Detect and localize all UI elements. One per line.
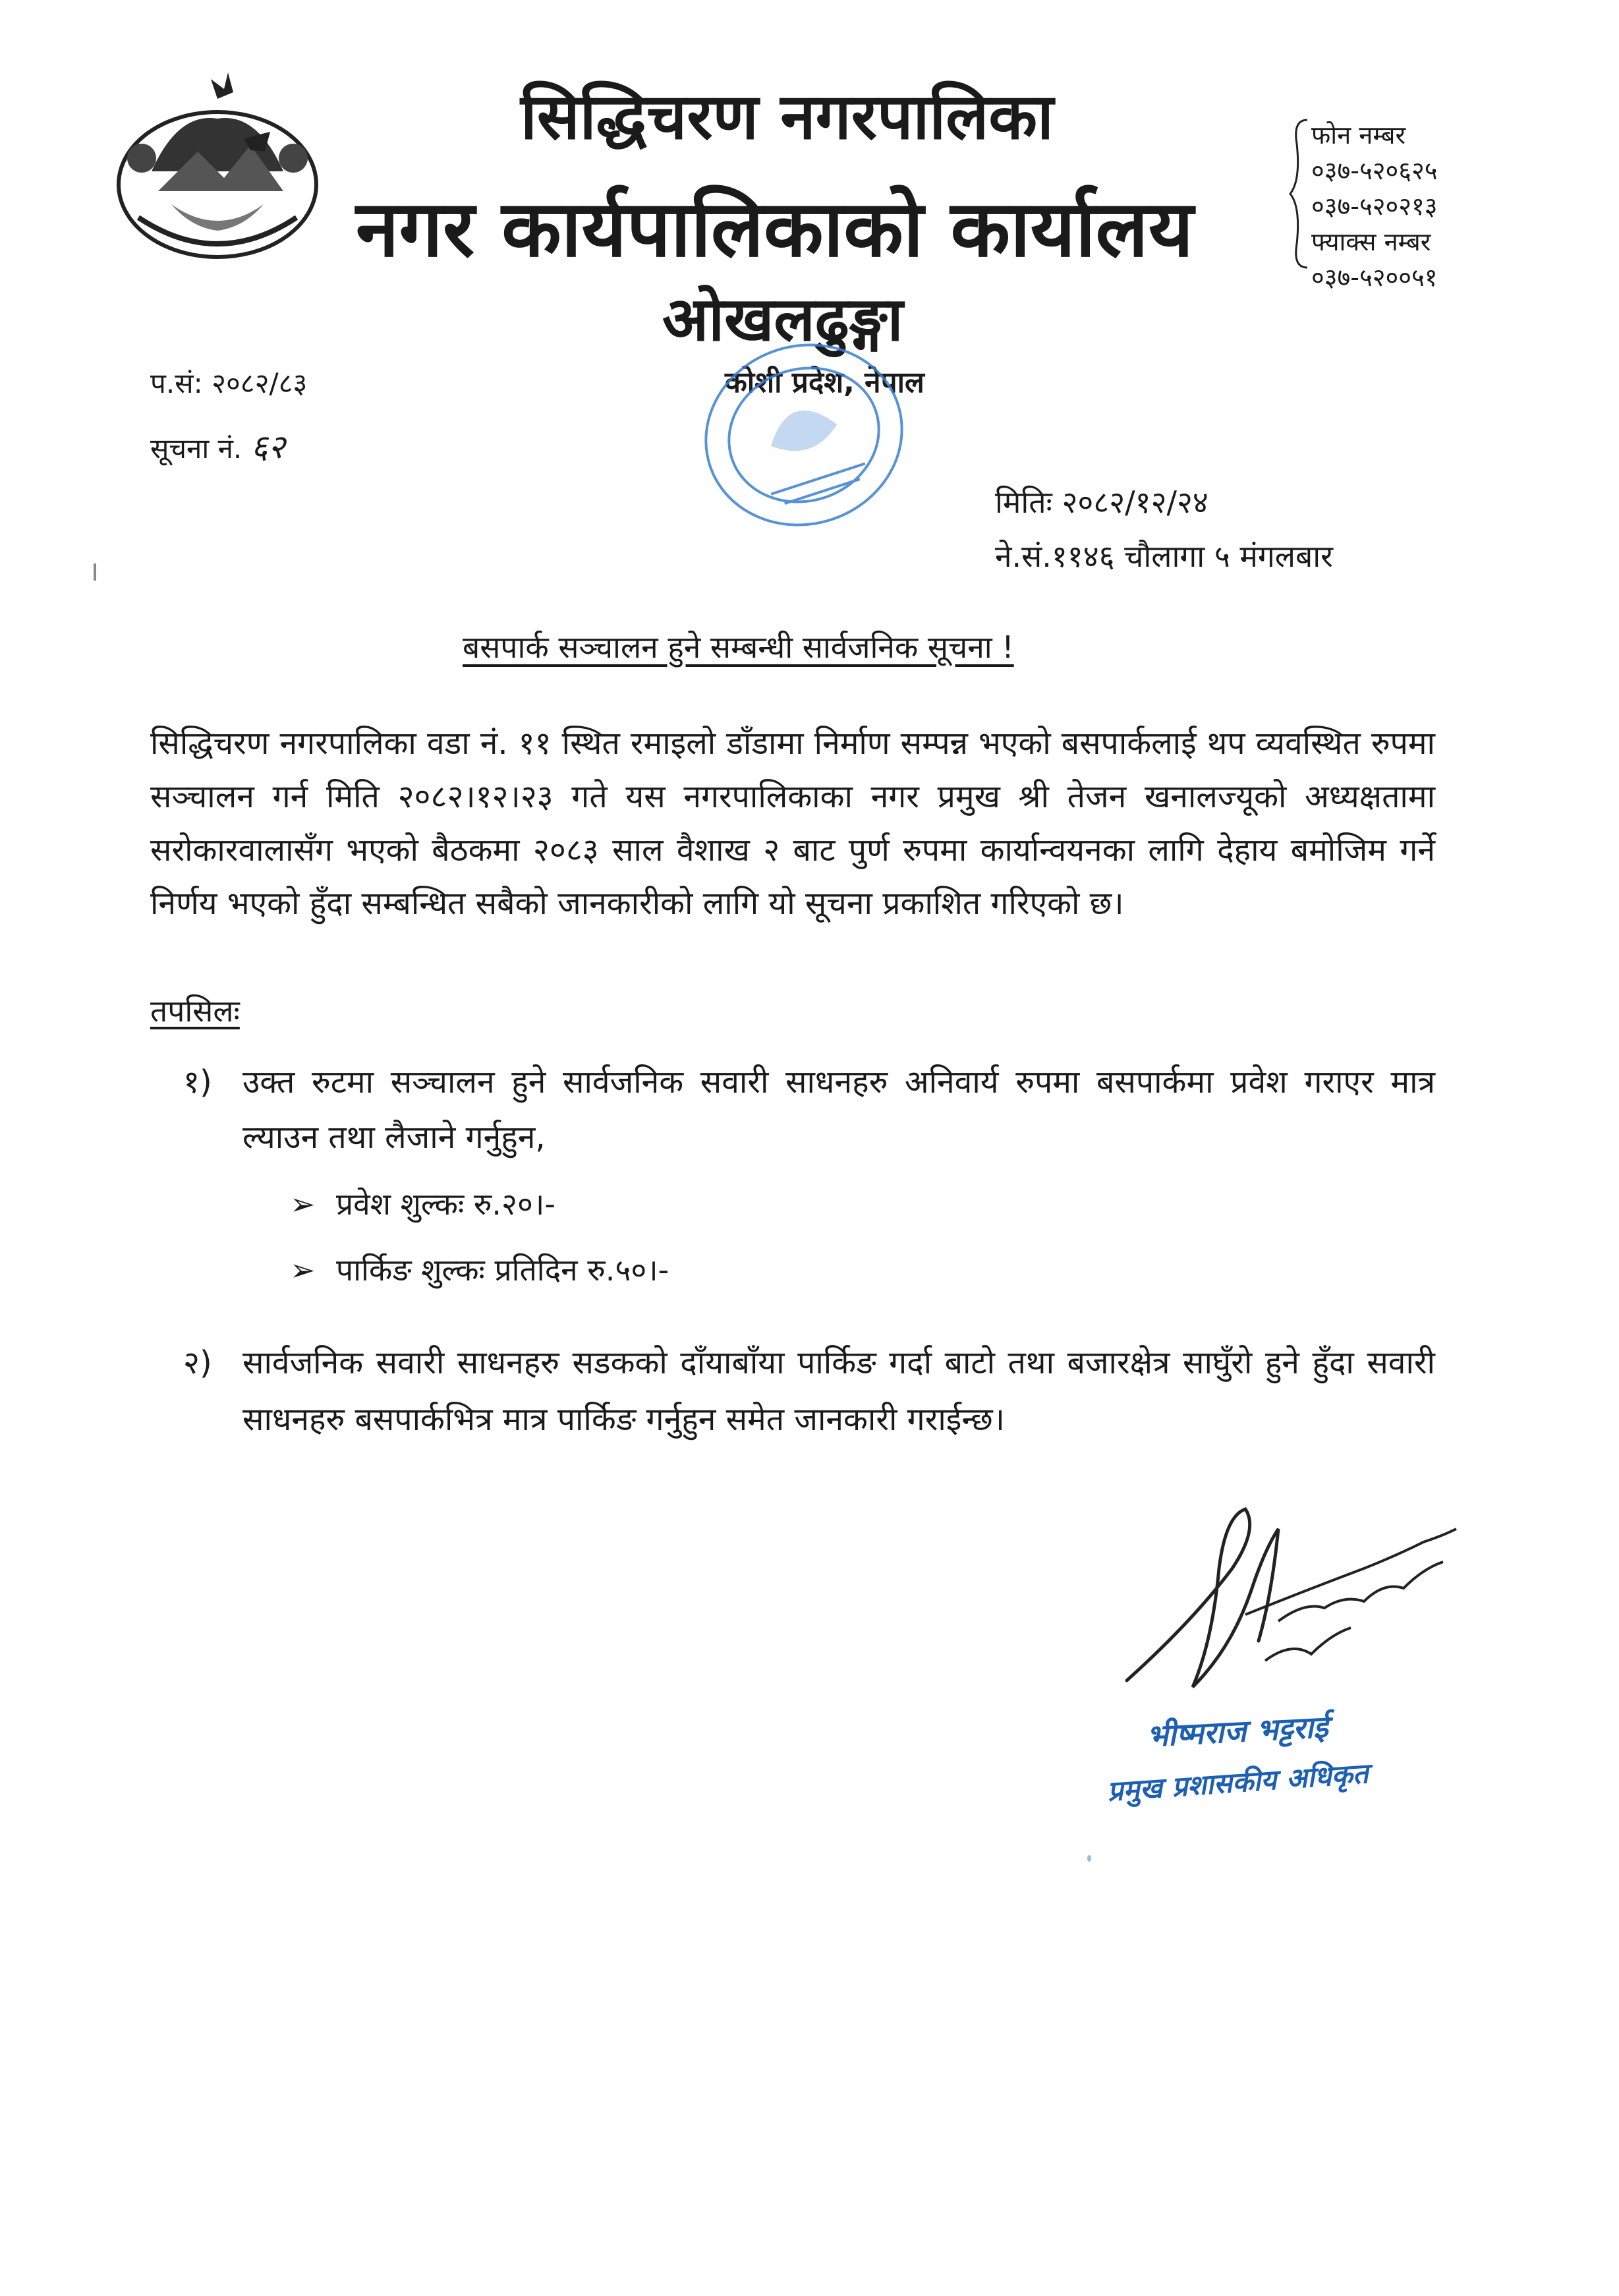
list-item-number: २) <box>183 1344 212 1381</box>
notice-label: सूचना नं. <box>150 432 242 465</box>
ink-dot <box>1087 1855 1091 1862</box>
fee-text: पार्किङ शुल्कः प्रतिदिन रु.५०।- <box>336 1252 669 1288</box>
fax-label: फ्याक्स नम्बर <box>1311 227 1431 256</box>
office-name: नगर कार्यपालिकाको कार्यालय <box>356 183 1194 274</box>
details-label: तपसिलः <box>150 993 240 1029</box>
arrow-bullet-icon: ➢ <box>290 1186 316 1222</box>
notice-number-value: ६२ <box>250 428 285 466</box>
fee-text: प्रवेश शुल्कः रु.२०।- <box>336 1186 555 1222</box>
notice-number <box>150 423 285 468</box>
reference-number: प.सं: २०८२/८३ <box>150 367 308 399</box>
municipality-name: सिद्धिचरण नगरपालिका <box>521 80 1054 154</box>
phone-number-2: ०३७-५२०२१३ <box>1311 192 1438 221</box>
phone-number-1: ०३७-५२०६२५ <box>1311 156 1438 185</box>
fee-parking-fee <box>290 1249 669 1290</box>
fax-number: ०३७-५२००५१ <box>1311 263 1438 292</box>
notice-subject: बसपार्क सञ्चालन हुने सम्बन्धी सार्वजनिक सूचना ! <box>463 629 1014 665</box>
signer-title: प्रमुख प्रशासकीय अधिकृत <box>1106 1757 1370 1808</box>
phone-label: फोन नम्बर <box>1311 121 1406 150</box>
handwritten-signature-icon <box>1114 1489 1469 1713</box>
nepal-emblem-icon <box>112 72 323 264</box>
contact-block <box>1311 117 1496 295</box>
district-name: ओखलढुङ्गा <box>662 284 903 355</box>
list-item-text: उक्त रुटमा सञ्चालन हुने सार्वजनिक सवारी साधनहरु अनिवार्य रुपमा बसपार्कमा प्रवेश गराएर मात्र ल्याउन तथा लैजाने गर्नुहुन, <box>242 1064 1435 1156</box>
nepal-sambat-date: ने.सं.११४६ चौलागा ५ मंगलबार <box>995 538 1333 574</box>
body-paragraph: सिद्धिचरण नगरपालिका वडा नं. ११ स्थित रमाइलो डाँडामा निर्माण सम्पन्न भएको बसपार्कलाई थप व्यवस्थित रुपमा सञ्चालन गर्न मिति २०८२।१२।२३ गते यस नगरपालिकाका नगर प्रमुख श्री तेजन खनालज्यूको अध्यक्षतामा सरोकारवालासँग भएको बैठकमा २०८३ साल वैशाख २ बाट पुर्ण रुपमा कार्यान्वयनका लागि देहाय बमोजिम गर्ने निर्णय भएको हुँदा सम्बन्धित सबैको जानकारीको लागि यो सूचना प्रकाशित गरिएको छ। <box>150 725 1435 922</box>
fee-entry-fee <box>290 1183 555 1224</box>
date: मितिः २०८२/१२/२४ <box>995 484 1208 520</box>
brace-icon <box>1289 117 1309 270</box>
scan-mark <box>94 563 96 581</box>
signer-name: भीष्मराज भट्टराई <box>1145 1708 1329 1754</box>
province-name: कोशी प्रदेश, नेपाल <box>725 366 924 399</box>
list-item-text: सार्वजनिक सवारी साधनहरु सडकको दाँयाबाँया पार्किङ गर्दा बाटो तथा बजारक्षेत्र साघुँरो हुने हुँदा सवारी साधनहरु बसपार्कभित्र मात्र पार्किङ गर्नुहुन समेत जानकारी गराईन्छ। <box>242 1344 1435 1438</box>
list-item-number: १) <box>183 1064 212 1101</box>
municipality-stamp-icon <box>692 330 916 540</box>
arrow-bullet-icon: ➢ <box>290 1252 316 1288</box>
